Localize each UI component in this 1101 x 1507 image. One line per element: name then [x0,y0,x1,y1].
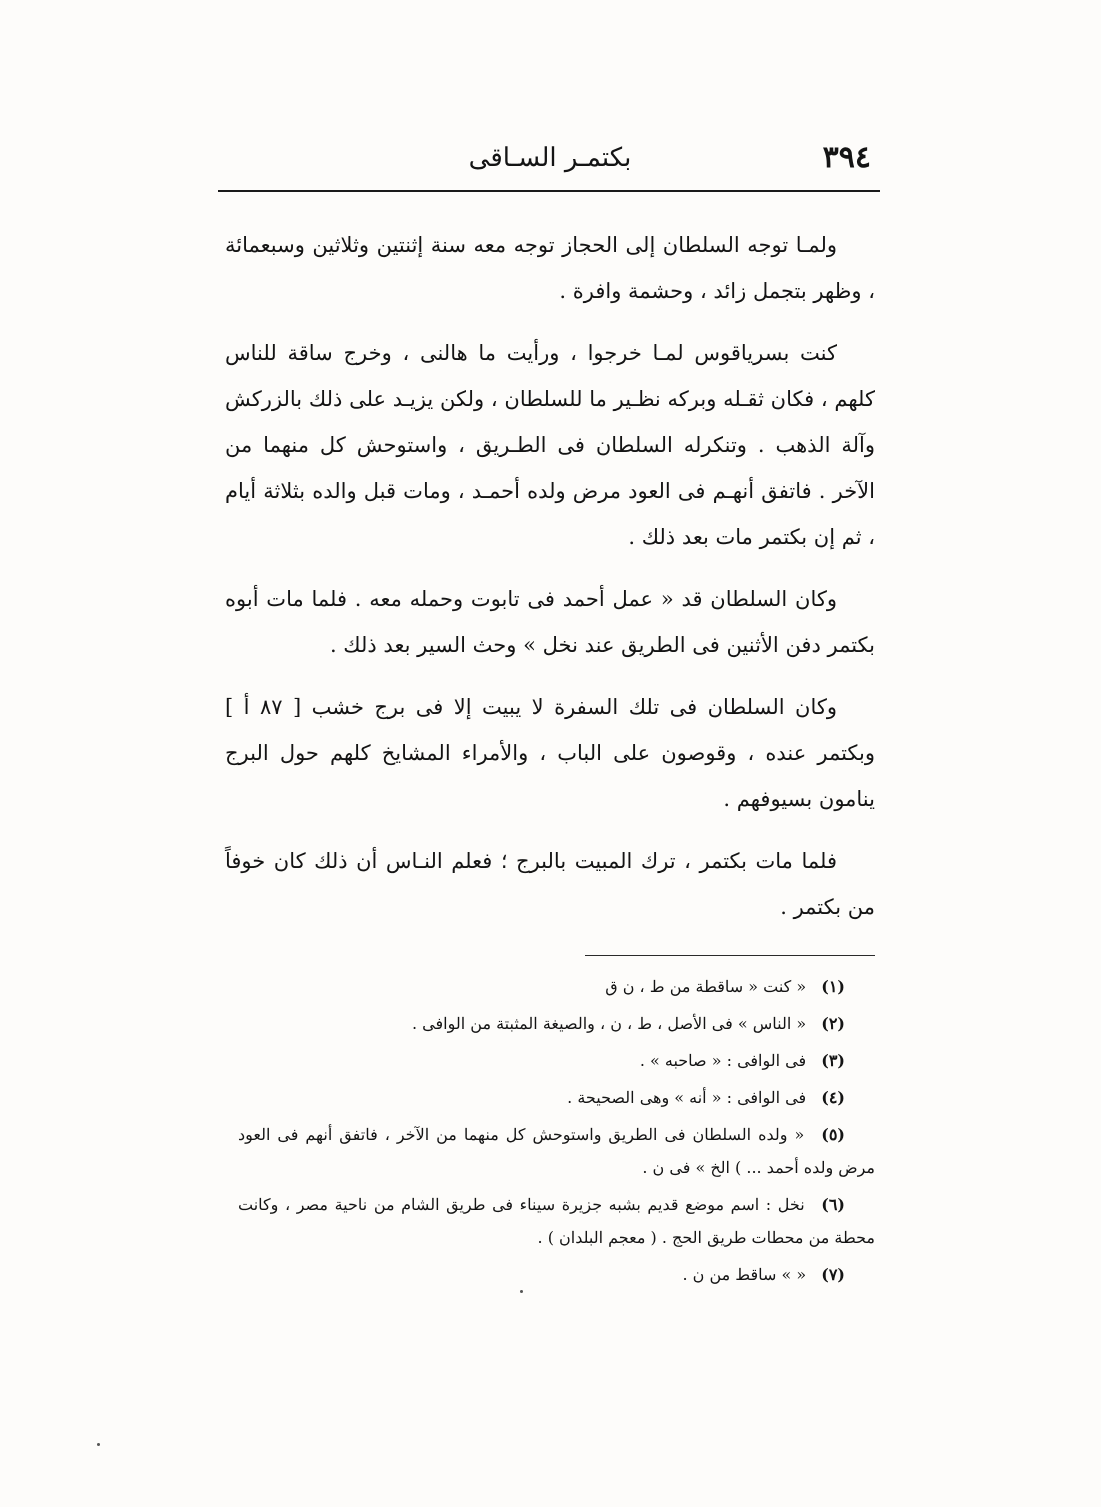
paragraph-5: فلما مات بكتمر ، ترك المبيت بالبرج ؛ فعلم النـاس أن ذلك كان خوفاً من بكتمر . [225,849,875,919]
footnote-number: (٢) [821,1014,845,1033]
paragraph-3: وكان السلطان قد « عمل أحمد فى تابوت وحمله معه . فلما مات أبوه بكتمر دفن الأثنين فى الطريق عند نخل » وحث السير بعد ذلك . [225,587,875,657]
footnote-number: (٤) [821,1088,845,1107]
paragraph-4: وكان السلطان فى تلك السفرة لا يبيت إلا فى برج خشب [ ٨٧ أ ] وبكتمر عنده ، وقوصون على الباب ، والأمراء المشايخ كلهم حول البرج ينامون بسيوفهم . [225,695,875,811]
page-number: ٣٩٤ [822,140,871,175]
footnote-number: (٧) [821,1265,845,1284]
footnote-text: « » ساقط من ن . [682,1265,807,1284]
page-header [225,138,875,182]
running-title: بكتمـر السـاقى [468,143,632,173]
footnote-5 [238,1118,875,1184]
footnote-6 [238,1188,875,1254]
ink-speck [520,1290,523,1293]
paragraph-2: كنت بسرياقوس لمـا خرجوا ، ورأيت ما هالنى ، وخرج ساقة للناس كلهم ، فكان ثقـله وبركه نظـير ما للسلطان ، ولكن يزيـد على ذلك بالزركش وآلة الذهب . وتنكرله السلطان فى الطـريق ، واستوحش كل منهما من الآخر . فاتفق أنهـم فى العود مرض ولده أحمـد ، ومات قبل والده بثلاثة أيام ، ثم إن بكتمر مات بعد ذلك . [225,341,875,549]
ink-speck [97,1443,100,1446]
footnote-number: (٣) [821,1051,845,1070]
paragraph-1: ولمـا توجه السلطان إلى الحجاز توجه معه سنة إثنتين وثلاثين وسبعمائة ، وظهر بتجمل زائد ، وحشمة وافرة . [225,233,875,303]
footnote-text: « ولده السلطان فى الطريق واستوحش كل منهما من الآخر ، فاتفق أنهم فى العود مرض ولده أحمد ... ) الخ » فى ن . [238,1125,875,1177]
footnote-1 [238,970,875,1003]
footnote-text: نخل : اسم موضع قديم بشبه جزيرة سيناء فى طريق الشام من ناحية مصر ، وكانت محطة من محطات طريق الحج . ( معجم البلدان ) . [238,1195,875,1247]
footnote-7 [238,1258,875,1291]
footnote-text: فى الوافى : « أنه » وهى الصحيحة . [567,1088,807,1107]
footnote-text: « كنت « ساقطة من ط ، ن ق [605,977,807,996]
footnotes [238,970,875,1295]
footnote-text: فى الوافى : « صاحبه » . [639,1051,807,1070]
footnote-text: « الناس » فى الأصل ، ط ، ن ، والصيغة المثبتة من الوافى . [411,1014,807,1033]
header-rule [218,190,880,192]
footnote-2 [238,1007,875,1040]
footnote-number: (٦) [821,1195,845,1214]
footnote-4 [238,1081,875,1114]
footnote-number: (٥) [821,1125,845,1144]
footnote-rule [585,955,875,956]
footnote-3 [238,1044,875,1077]
main-text [225,222,875,946]
footnote-number: (١) [821,977,845,996]
